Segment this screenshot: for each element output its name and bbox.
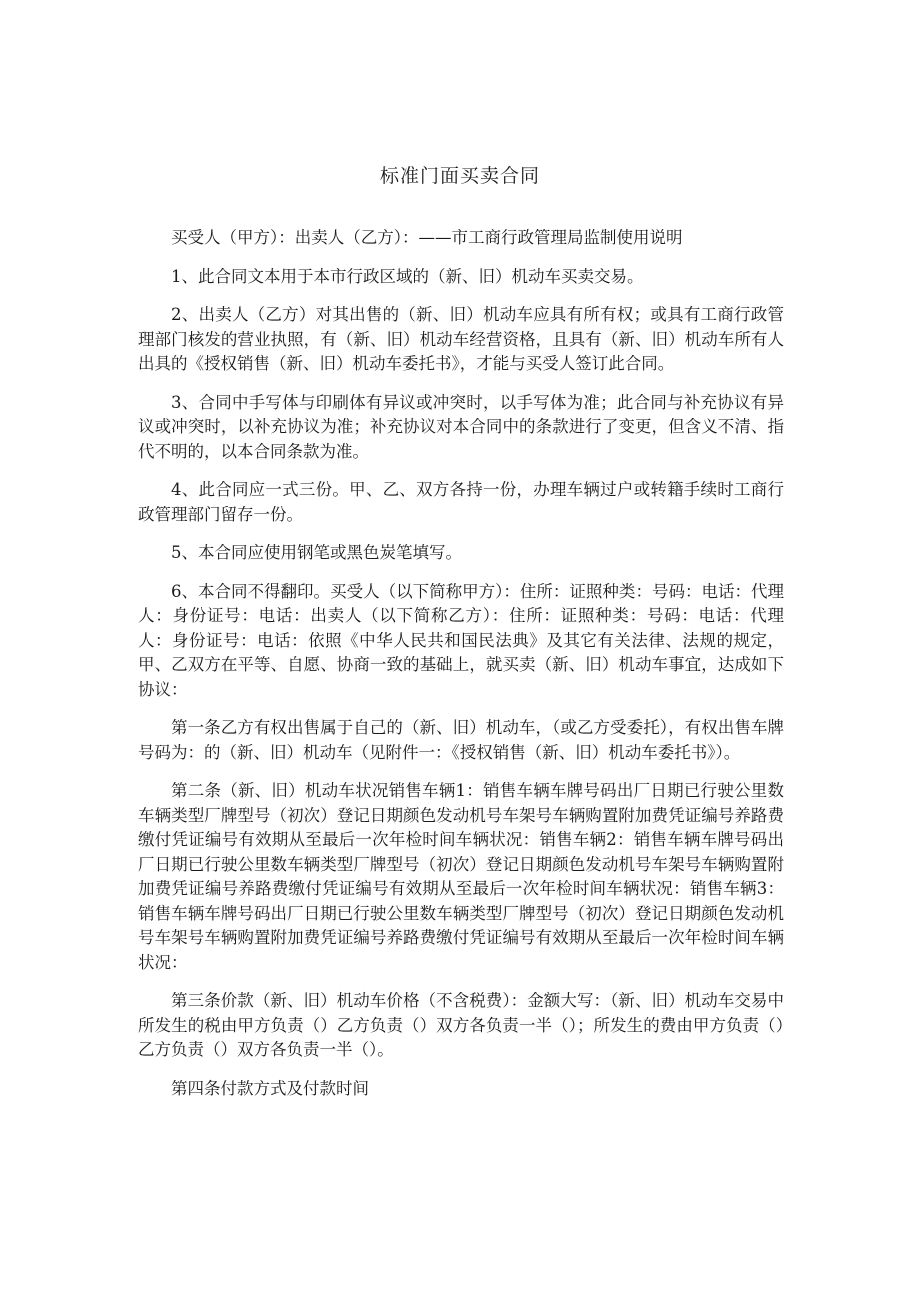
instruction-1: 1、此合同文本用于本市行政区域的（新、旧）机动车买卖交易。	[171, 266, 644, 286]
instruction-4: 4、此合同应一式三份。甲、乙、双方各持一份，办理车辆过户或转籍手续时工商行政管理部门留存一份。	[138, 480, 784, 524]
article-1: 第一条乙方有权出售属于自己的（新、旧）机动车，（或乙方受委托），有权出售车牌号码为：的（新、旧）机动车（见附件一：《授权销售（新、旧）机动车委托书》）。	[138, 718, 784, 762]
instruction-3: 3、合同中手写体与印刷体有异议或冲突时，以手写体为准；此合同与补充协议有异议或冲突时，以补充协议为准；补充协议对本合同中的条款进行了变更，但含义不清、指代不明的，以本合同条款为准。	[138, 392, 784, 461]
article-4: 第四条付款方式及付款时间	[171, 1078, 369, 1098]
instruction-2: 2、出卖人（乙方）对其出售的（新、旧）机动车应具有所有权；或具有工商行政管理部门核发的营业执照，有（新、旧）机动车经营资格，且具有（新、旧）机动车所有人出具的《授权销售（新、旧）机动车委托书》，才能与买受人签订此合同。	[138, 305, 784, 373]
article-3: 第三条价款（新、旧）机动车价格（不含税费）：金额大写：（新、旧）机动车交易中所发生的税由甲方负责（）乙方负责（）双方各负责一半（）；所发生的费由甲方负责（）乙方负责（）双方各负责一半（）。	[138, 991, 784, 1059]
document-title: 标准门面买卖合同	[379, 165, 540, 187]
instruction-5: 5、本合同应使用钢笔或黑色炭笔填写。	[171, 543, 462, 562]
header-paragraph: 买受人（甲方）：出卖人（乙方）：——市工商行政管理局监制使用说明	[171, 228, 683, 247]
article-2: 第二条（新、旧）机动车状况销售车辆1：销售车辆车牌号码出厂日期已行驶公里数车辆类型厂牌型号（初次）登记日期颜色发动机号车架号车辆购置附加费凭证编号养路费缴付凭证编号有效期从至最后一次年检时间车辆状况：销售车辆2：销售车辆车牌号码出厂日期已行驶公里数车辆类型厂牌型号（初次）登记日期颜色发动机号车架号车辆购置附加费凭证编号养路费缴付凭证编号有效期从至最后一次年检时间车辆状况：销售车辆3：销售车辆车牌号码出厂日期已行驶公里数车辆类型厂牌型号（初次）登记日期颜色发动机号车架号车辆购置附加费凭证编号养路费缴付凭证编号有效期从至最后一次年检时间车辆状况：	[138, 781, 784, 972]
document-body	[138, 226, 784, 1115]
instruction-6: 6、本合同不得翻印。买受人（以下简称甲方）：住所：证照种类：号码：电话：代理人：身份证号：电话：出卖人（以下简称乙方）：住所：证照种类：号码：电话：代理人：身份证号：电话：依照《中华人民共和国民法典》及其它有关法律、法规的规定，甲、乙双方在平等、自愿、协商一致的基础上，就买卖（新、旧）机动车事宜，达成如下协议：	[138, 581, 784, 699]
